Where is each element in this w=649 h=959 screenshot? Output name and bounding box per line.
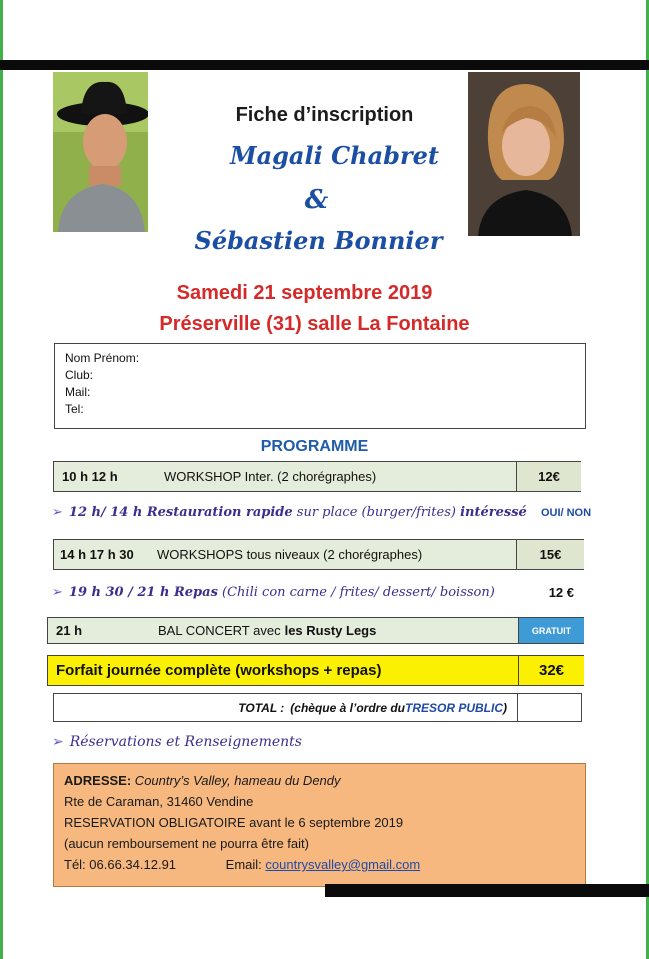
row3-label-band: les Rusty Legs <box>284 623 377 638</box>
total-label: TOTAL : <box>238 700 285 715</box>
contact-address-box <box>53 763 586 887</box>
event-date: Samedi 21 septembre 2019 <box>176 282 433 304</box>
reservation-line: RESERVATION OBLIGATOIRE avant le 6 septembre 2019 <box>64 815 404 830</box>
ampersand: & <box>304 185 329 215</box>
left-border <box>0 0 3 959</box>
programme-row-bal-concert <box>47 617 584 644</box>
row3-label-plain: BAL CONCERT avec <box>158 623 281 638</box>
note1-answer[interactable]: OUI/ NON <box>540 507 592 519</box>
row4-label: Forfait journée complète (workshops + repas) <box>56 662 382 679</box>
row3-price-gratuit: GRATUIT <box>518 618 584 643</box>
arrow-icon: ➢ <box>52 505 63 520</box>
row1-price: 12€ <box>516 462 581 491</box>
row1-label: WORKSHOP Inter. (2 chorégraphes) <box>164 469 377 484</box>
tel-text: Tél: 06.66.34.12.91 <box>64 857 177 872</box>
reservations-heading-text: Réservations et Renseignements <box>69 734 302 750</box>
programme-title: PROGRAMME <box>260 438 369 455</box>
arrow-icon: ➢ <box>52 585 63 600</box>
row1-time: 10 h 12 h <box>62 469 118 484</box>
row3-time: 21 h <box>56 623 83 638</box>
address-line-1 <box>64 770 575 791</box>
total-close: ) <box>503 700 507 715</box>
email-label: Email: <box>225 857 266 872</box>
row2-price: 15€ <box>516 540 584 569</box>
programme-row-workshops-tous <box>53 539 584 570</box>
note-restauration <box>52 505 591 520</box>
form-title: Fiche d’inscription <box>235 104 414 126</box>
note2-time: 19 h 30 / 21 h Repas <box>68 585 218 600</box>
total-payee: TRESOR PUBLIC <box>404 700 503 715</box>
address-text-1: Country’s Valley, hameau du Dendy <box>131 773 341 788</box>
note1-time: 12 h/ 14 h Restauration rapide <box>68 505 293 520</box>
field-mail-label: Mail: <box>65 385 91 399</box>
total-amount-field[interactable] <box>518 693 582 722</box>
total-detail: (chèque à l’ordre du <box>290 700 405 715</box>
programme-row-forfait <box>47 655 584 686</box>
artist-name-1: Magali Chabret <box>230 141 439 170</box>
programme-row-workshop-inter <box>53 461 581 492</box>
note2-detail: (Chili con carne / frites/ dessert/ boisson) <box>217 585 495 600</box>
contact-line <box>64 854 575 875</box>
reservations-heading <box>52 734 302 750</box>
registration-fields-box[interactable] <box>54 343 586 429</box>
event-venue: Préserville (31) salle La Fontaine <box>159 313 470 335</box>
artist-name-2: Sébastien Bonnier <box>194 226 443 255</box>
address-label: ADRESSE: <box>64 773 132 788</box>
row4-price: 32€ <box>518 656 584 685</box>
row2-time: 14 h 17 h 30 <box>60 547 134 562</box>
address-line-2: Rte de Caraman, 31460 Vendine <box>64 794 254 809</box>
row3-label <box>158 618 376 643</box>
row2-label: WORKSHOPS tous niveaux (2 chorégraphes) <box>157 547 423 562</box>
top-margin <box>0 0 649 58</box>
refund-line: (aucun remboursement ne pourra être fait) <box>64 836 309 851</box>
email-link[interactable]: countrysvalley@gmail.com <box>265 857 421 872</box>
note1-detail: sur place (burger/frites) <box>292 505 461 520</box>
note-repas <box>52 585 582 600</box>
field-tel-label: Tel: <box>65 402 84 416</box>
note1-interest: intéressé <box>460 505 527 520</box>
top-black-bar <box>0 60 649 70</box>
note2-price: 12 € <box>548 585 574 600</box>
arrow-icon: ➢ <box>52 734 64 750</box>
field-club-label: Club: <box>65 368 94 382</box>
field-name-label: Nom Prénom: <box>65 351 140 365</box>
total-box <box>53 693 518 722</box>
bottom-black-bar <box>325 884 649 897</box>
